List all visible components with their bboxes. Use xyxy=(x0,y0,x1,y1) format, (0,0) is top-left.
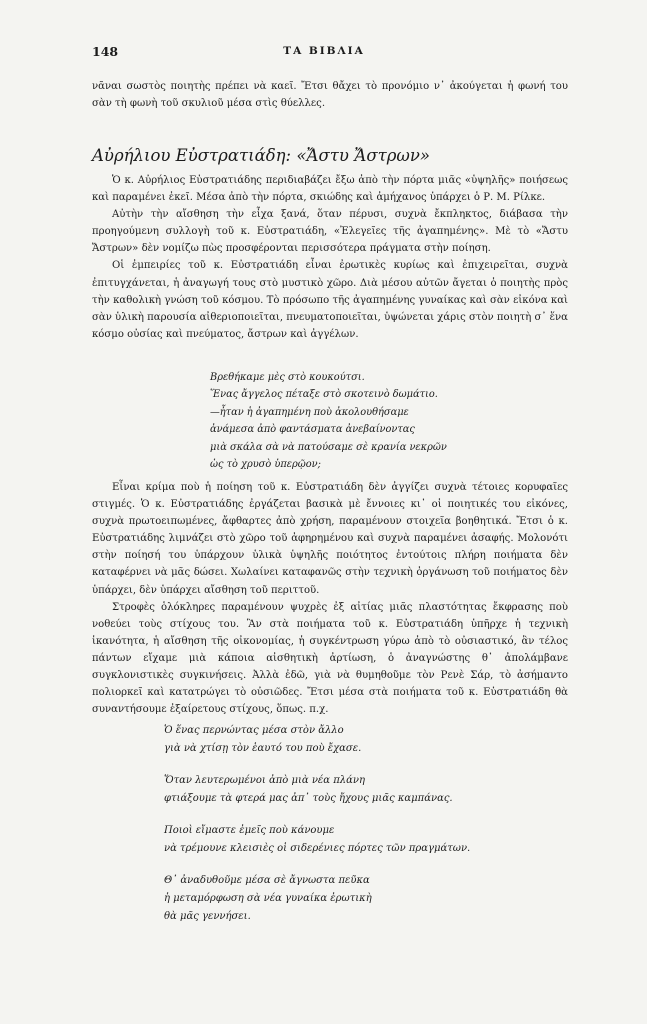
poem-line: ἡ μεταμόρφωση σὰ νέα γυναίκα ἐρωτικὴ xyxy=(164,893,372,904)
paragraph: Εἶναι κρίμα ποὺ ἡ ποίηση τοῦ κ. Εὐστρατιάδη δὲν ἀγγίζει συχνὰ τέτοιες κορυφαῖες στιγμές. Ὁ κ. Εὐστρατιάδης ἐργάζεται βασικὰ μὲ ἔννοιες κι᾽ οἱ ποιητικές του εἰκόνες, συχνὰ πρωτοειπωμένες, ἄφθαρτες ἀπὸ χρήση, παραμένουν στοιχεῖα βοηθητικά. Ἔτσι ὁ κ. Εὐστρατιάδης λιμνάζει στὸ χῶρο τοῦ ἀφηρημένου καὶ συχνὰ παραμένει ἀσαφής. Μολονότι στὴν ποίησή του ὑπάρχουν ὑλικὰ ὑψηλῆς ποιότητος ἐντούτοις πλήρη ποιήματα δὲν καταφέρνει νὰ μᾶς δώσει. Χωλαίνει καταφανῶς στὴν τεχνικὴ ὀργάνωση τοῦ ποιήματος δὲν ὑπάρχει, δὲν ὑπάρχει αἴσθηση τοῦ περιττοῦ. xyxy=(92,482,568,596)
poem-quote-1 xyxy=(210,369,447,473)
poem-line: νὰ τρέμουνε κλεισιὲς οἱ σιδερένιες πόρτες τῶν πραγμάτων. xyxy=(164,843,471,854)
poem-line: Ποιοὶ εἴμαστε ἐμεῖς ποὺ κάνουμε xyxy=(164,825,335,836)
review-paragraphs-2 xyxy=(92,479,568,718)
poem-line: γιὰ νὰ χτίσῃ τὸν ἑαυτό του ποὺ ἔχασε. xyxy=(164,743,362,754)
paragraph: Οἱ ἐμπειρίες τοῦ κ. Εὐστρατιάδη εἶναι ἐρωτικὲς κυρίως καὶ ἐπιχειρεῖται, συχνὰ ἐπιτυγχάνεται, ἡ ἀναγωγή τους στὸ μυστικὸ χῶρο. Διὰ μέσου αὐτῶν ἄγεται ὁ ποιητὴς πρὸς τὴν καθολικὴ γνώση τοῦ κόσμου. Τὸ πρόσωπο τῆς ἀγαπημένης γυναίκας καὶ σὰν εἰκόνα καὶ σὰν ὑλικὴ παρουσία αἰθεριοποιεῖται, πνευματοποιεῖται, ὑψώνεται χάρις στὸν ποιητὴ σ᾽ ἕνα κόσμο οὐσίας καὶ πνεύματος, ἄστρων καὶ ἀγγέλων. xyxy=(92,260,568,340)
running-title: ΤΑ ΒΙΒΛΙΑ xyxy=(283,45,365,57)
continuation-paragraph xyxy=(92,78,568,112)
stanza xyxy=(164,772,470,808)
stanza xyxy=(164,722,470,758)
page-number: 148 xyxy=(92,44,119,59)
poem-line: Ἕνας ἄγγελος πέταξε στὸ σκοτεινὸ δωμάτιο. xyxy=(210,389,438,401)
section-title: Αὐρήλιου Εὐστρατιάδη: «Ἄστυ Ἄστρων» xyxy=(92,146,430,165)
poem-line: ἀνάμεσα ἀπὸ φαντάσματα ἀνεβαίνοντας xyxy=(210,424,415,436)
paragraph: Ὁ κ. Αὐρήλιος Εὐστρατιάδης περιδιαβάζει ἔξω ἀπὸ τὴν πόρτα μιᾶς «ὑψηλῆς» ποιήσεως καὶ παραμένει ἐκεῖ. Μέσα ἀπὸ τὴν πόρτα, σκιώδης καὶ ἀμήχανος ὑπάρχει ὁ Ρ. Μ. Ρίλκε. xyxy=(92,175,568,204)
poem-line: Βρεθήκαμε μὲς στὸ κουκούτσι. xyxy=(210,372,365,383)
paragraph: νᾶναι σωστὸς ποιητὴς πρέπει νὰ καεῖ. Ἔτσι θἄχει τὸ προνόμιο ν᾽ ἀκούγεται ἡ φωνή του σὰν τὴ φωνὴ τοῦ σκυλιοῦ μέσα στὶς θύελλες. xyxy=(92,81,568,110)
paragraph: Αὐτὴν τὴν αἴσθηση τὴν εἶχα ξανά, ὅταν πέρυσι, συχνὰ ἔκπληκτος, διάβασα τὴν προηγούμενη συλλογὴ τοῦ κ. Εὐστρατιάδη, «Ἐλεγεῖες τῆς ἀγαπημένης». Μὲ τὸ «Ἄστυ Ἄστρων» δὲν νομίζω πὼς προσφέρονται περισσότερα πράγματα στὴν ποίηση. xyxy=(92,209,568,255)
poem-line: μιὰ σκάλα σὰ νὰ πατούσαμε σὲ κρανία νεκρῶν xyxy=(210,441,447,453)
paragraph: Στροφὲς ὁλόκληρες παραμένουν ψυχρὲς ἐξ αἰτίας μιᾶς πλαστότητας ἔκφρασης ποὺ νοθεύει τοὺς στίχους του. Ἂν στὰ ποιήματα τοῦ κ. Εὐστρατιάδη ὑπῆρχε ἡ τεχνικὴ ἱκανότητα, ἡ αἴσθηση τῆς οἰκονομίας, ἡ συγκέντρωση γύρω ἀπὸ τὸ οὐσιαστικό, ἂν τέλος πάντων εἴχαμε μιὰ κάποια αἰσθητικὴ ἀρτίωση, ὁ ἀναγνώστης θ᾽ ἀπολάμβανε συγκλονιστικὲς συγκινήσεις. Ἀλλὰ ἐδῶ, γιὰ νὰ θυμηθοῦμε τὸν Ρενὲ Σάρ, τὸ ἀσήμαντο πολιορκεῖ καὶ κατατρώγει τὸ οὐσιῶδες. Ἔτσι μέσα στὰ ποιήματα τοῦ κ. Εὐστρατιάδη θὰ συναντήσουμε ἐξαίρετους στίχους, ὅπως. π.χ. xyxy=(92,601,568,716)
stanza xyxy=(164,822,470,858)
poem-line: Θ᾽ ἀναδυθοῦμε μέσα σὲ ἄγνωστα πεῦκα xyxy=(164,875,370,886)
poem-line: φτιάξουμε τὰ φτερά μας ἀπ᾽ τοὺς ἤχους μιᾶς καμπάνας. xyxy=(164,793,453,804)
poem-line: Ὅταν λευτερωμένοι ἀπὸ μιὰ νέα πλάνη xyxy=(164,775,365,786)
poem-line: ὡς τὸ χρυσὸ ὑπερῷον; xyxy=(210,459,321,471)
poem-line: —ἦταν ἡ ἀγαπημένη ποὺ ἀκολουθήσαμε xyxy=(210,406,409,418)
page-header xyxy=(92,44,556,62)
stanza xyxy=(164,872,470,926)
review-paragraphs-1 xyxy=(92,172,568,343)
poem-line: Ὁ ἕνας περνώντας μέσα στὸν ἄλλο xyxy=(164,725,344,736)
poem-line: θὰ μᾶς γεννήσει. xyxy=(164,911,251,922)
poem-quote-2 xyxy=(164,722,470,940)
